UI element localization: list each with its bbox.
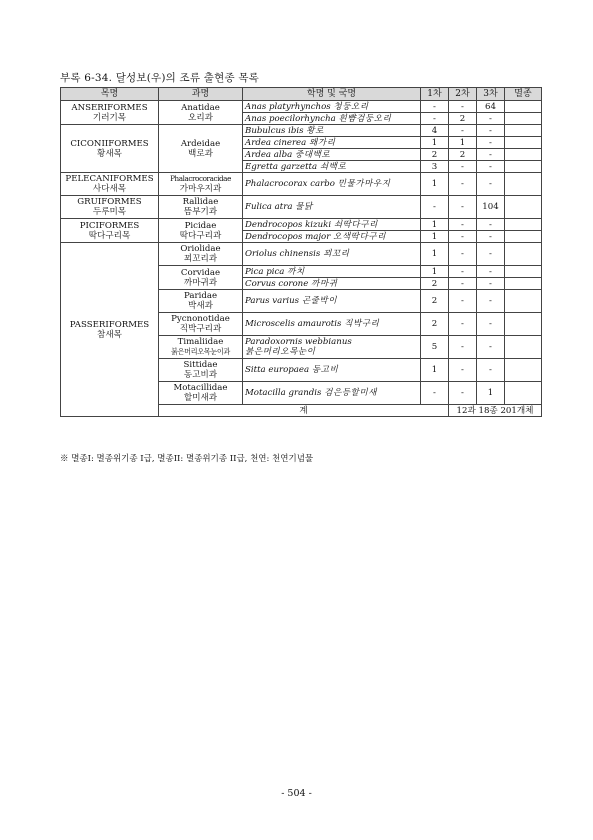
species-cell: Phalacrocorax carbo 민물가마우지 xyxy=(243,173,421,196)
order-cell: CICONIIFORMES 황새목 xyxy=(61,125,159,173)
count-t2: - xyxy=(449,101,477,113)
count-t2: - xyxy=(449,125,477,137)
count-t1: 4 xyxy=(421,125,449,137)
order-cell: PELECANIFORMES 사다새목 xyxy=(61,173,159,196)
extinct-cell xyxy=(505,231,542,243)
count-t2: - xyxy=(449,313,477,336)
count-t3: - xyxy=(477,219,505,231)
total-summary: 12과 18종 201개체 xyxy=(449,405,542,417)
count-t3: 104 xyxy=(477,196,505,219)
count-t3: - xyxy=(477,313,505,336)
extinct-cell xyxy=(505,266,542,278)
count-t1: 1 xyxy=(421,173,449,196)
total-label: 계 xyxy=(159,405,449,417)
table-row xyxy=(61,125,542,137)
order-cell: PASSERIFORMES 참새목 xyxy=(61,243,159,417)
extinct-cell xyxy=(505,196,542,219)
order-cell: GRUIFORMES 두루미목 xyxy=(61,196,159,219)
count-t1: 1 xyxy=(421,266,449,278)
family-cell: Phalacrocoracidae 가마우지과 xyxy=(159,173,243,196)
count-t2: - xyxy=(449,382,477,405)
species-table xyxy=(60,87,542,417)
extinct-cell xyxy=(505,125,542,137)
extinct-cell xyxy=(505,173,542,196)
species-cell: Pica pica 까치 xyxy=(243,266,421,278)
count-t3: 64 xyxy=(477,101,505,113)
family-cell: Ardeidae 백로과 xyxy=(159,125,243,173)
count-t2: - xyxy=(449,173,477,196)
extinct-cell xyxy=(505,243,542,266)
header-extinct: 멸종 xyxy=(505,88,542,101)
count-t3: 1 xyxy=(477,382,505,405)
count-t3: - xyxy=(477,336,505,359)
count-t1: 2 xyxy=(421,313,449,336)
count-t3: - xyxy=(477,113,505,125)
count-t2: - xyxy=(449,243,477,266)
count-t1: 1 xyxy=(421,359,449,382)
count-t1: 1 xyxy=(421,243,449,266)
extinct-cell xyxy=(505,113,542,125)
species-cell: Motacilla grandis 검은등할미새 xyxy=(243,382,421,405)
count-t1: - xyxy=(421,101,449,113)
count-t3: - xyxy=(477,290,505,313)
species-cell: Parus varius 곤줄박이 xyxy=(243,290,421,313)
count-t2: - xyxy=(449,359,477,382)
table-row xyxy=(61,243,542,266)
extinct-cell xyxy=(505,101,542,113)
count-t3: - xyxy=(477,125,505,137)
family-cell: Oriolidae 꾀꼬리과 xyxy=(159,243,243,266)
count-t1: 1 xyxy=(421,137,449,149)
count-t2: - xyxy=(449,161,477,173)
species-cell: Fulica atra 물닭 xyxy=(243,196,421,219)
extinct-cell xyxy=(505,137,542,149)
order-cell: ANSERIFORMES 기러기목 xyxy=(61,101,159,125)
extinct-cell xyxy=(505,359,542,382)
count-t1: 5 xyxy=(421,336,449,359)
count-t2: - xyxy=(449,336,477,359)
family-cell: Rallidae 뜸부기과 xyxy=(159,196,243,219)
table-row xyxy=(61,196,542,219)
count-t3: - xyxy=(477,266,505,278)
family-cell: Picidae 딱다구리과 xyxy=(159,219,243,243)
table-caption: 부록 6-34. 달성보(우)의 조류 출현종 목록 xyxy=(60,72,260,84)
family-cell: Anatidae 오리과 xyxy=(159,101,243,125)
count-t2: 2 xyxy=(449,149,477,161)
species-cell: Sitta europaea 동고비 xyxy=(243,359,421,382)
table-row xyxy=(61,101,542,113)
table-row xyxy=(61,219,542,231)
header-t3: 3차 xyxy=(477,88,505,101)
header-t2: 2차 xyxy=(449,88,477,101)
family-cell: Motacillidae 할미새과 xyxy=(159,382,243,405)
count-t1: 2 xyxy=(421,149,449,161)
count-t3: - xyxy=(477,173,505,196)
family-cell: Pycnonotidae 직박구리과 xyxy=(159,313,243,336)
extinct-cell xyxy=(505,290,542,313)
count-t3: - xyxy=(477,278,505,290)
order-cell: PICIFORMES 딱다구리목 xyxy=(61,219,159,243)
header-order: 목명 xyxy=(61,88,159,101)
count-t2: - xyxy=(449,219,477,231)
species-cell: Anas platyrhynchos 청둥오리 xyxy=(243,101,421,113)
count-t3: - xyxy=(477,149,505,161)
extinct-cell xyxy=(505,382,542,405)
count-t2: - xyxy=(449,290,477,313)
species-cell: Oriolus chinensis 꾀꼬리 xyxy=(243,243,421,266)
count-t2: - xyxy=(449,196,477,219)
header-t1: 1차 xyxy=(421,88,449,101)
species-cell: Anas poecilorhyncha 흰뺨검둥오리 xyxy=(243,113,421,125)
page-number: - 504 - xyxy=(281,788,312,799)
count-t1: 3 xyxy=(421,161,449,173)
species-cell: Dendrocopos kizuki 쇠딱다구리 xyxy=(243,219,421,231)
footnote: ※ 멸종I: 멸종위기종 I급, 멸종II: 멸종위기종 II급, 천연: 천연기념물 xyxy=(60,454,314,464)
species-cell: Ardea alba 중대백로 xyxy=(243,149,421,161)
count-t2: - xyxy=(449,278,477,290)
count-t1: 1 xyxy=(421,231,449,243)
extinct-cell xyxy=(505,278,542,290)
count-t3: - xyxy=(477,161,505,173)
header-family: 과명 xyxy=(159,88,243,101)
count-t2: 1 xyxy=(449,137,477,149)
family-cell: Paridae 박새과 xyxy=(159,290,243,313)
count-t1: 2 xyxy=(421,290,449,313)
header-species: 학명 및 국명 xyxy=(243,88,421,101)
family-cell: Sittidae 동고비과 xyxy=(159,359,243,382)
family-cell: Timaliidae 붉은머리오목눈이과 xyxy=(159,336,243,359)
count-t3: - xyxy=(477,231,505,243)
species-cell: Microscelis amaurotis 직박구리 xyxy=(243,313,421,336)
count-t3: - xyxy=(477,359,505,382)
extinct-cell xyxy=(505,219,542,231)
count-t2: - xyxy=(449,266,477,278)
extinct-cell xyxy=(505,336,542,359)
count-t1: - xyxy=(421,113,449,125)
extinct-cell xyxy=(505,149,542,161)
count-t3: - xyxy=(477,243,505,266)
count-t2: - xyxy=(449,231,477,243)
count-t1: - xyxy=(421,196,449,219)
count-t3: - xyxy=(477,137,505,149)
family-cell: Corvidae 까마귀과 xyxy=(159,266,243,290)
species-cell: Ardea cinerea 왜가리 xyxy=(243,137,421,149)
extinct-cell xyxy=(505,313,542,336)
table-row xyxy=(61,173,542,196)
species-cell: Bubulcus ibis 황로 xyxy=(243,125,421,137)
species-cell: Egretta garzetta 쇠백로 xyxy=(243,161,421,173)
species-cell: Dendrocopos major 오색딱다구리 xyxy=(243,231,421,243)
count-t1: 2 xyxy=(421,278,449,290)
extinct-cell xyxy=(505,161,542,173)
count-t2: 2 xyxy=(449,113,477,125)
species-cell: Corvus corone 까마귀 xyxy=(243,278,421,290)
header-row xyxy=(61,88,542,101)
species-cell: Paradoxornis webbianus 붉은머리오목눈이 xyxy=(243,336,421,359)
count-t1: - xyxy=(421,382,449,405)
count-t1: 1 xyxy=(421,219,449,231)
